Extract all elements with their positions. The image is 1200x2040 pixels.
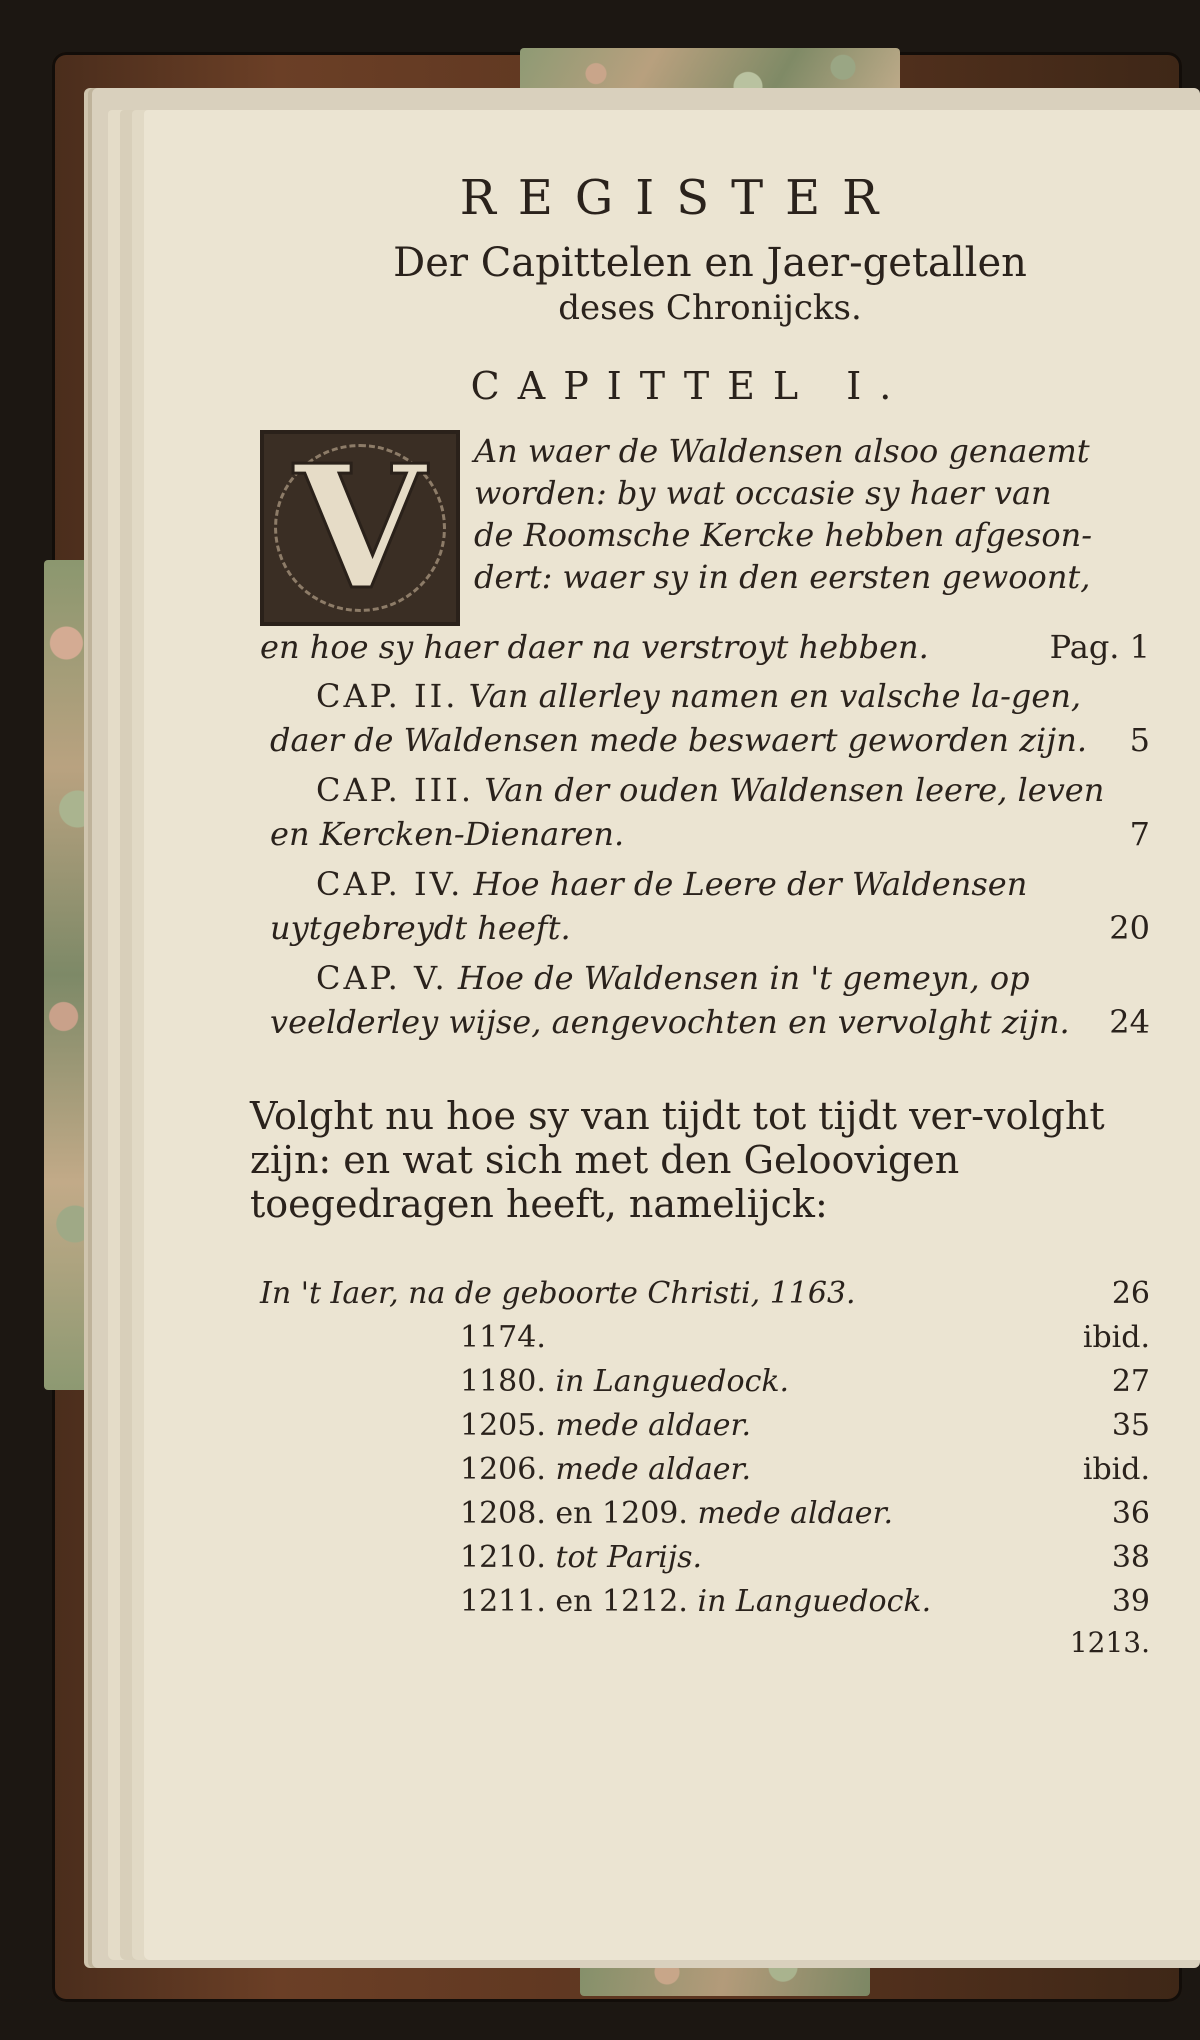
chapter-1-last-line: en hoe sy haer daer na verstroyt hebben. <box>260 628 929 666</box>
chapter-text: Hoe de Waldensen in 't gemeyn, op veelderley wijse, aengevochten en vervolght zijn. <box>270 959 1070 1041</box>
year-label <box>460 1580 931 1624</box>
year-note: tot Parijs. <box>555 1540 703 1575</box>
year-value: 1210. <box>460 1540 546 1575</box>
year-entry <box>260 1580 1150 1624</box>
year-value: 1205. <box>460 1408 546 1443</box>
year-page: ibid. <box>1082 1320 1150 1355</box>
year-label <box>460 1536 702 1580</box>
year-label <box>460 1316 546 1360</box>
chapter-1-page: Pag. 1 <box>1049 628 1150 666</box>
chapter-label: CAP. V. <box>316 959 448 997</box>
year-note: in Languedock. <box>697 1584 932 1619</box>
volght-paragraph: Volght nu hoe sy van tijdt tot tijdt ver-volght zijn: en wat sich met den Geloovigen toegedragen heeft, namelijck: <box>250 1094 1105 1226</box>
year-label <box>460 1448 751 1492</box>
chapter-page: 5 <box>1129 721 1150 759</box>
year-note: mede aldaer. <box>555 1452 752 1487</box>
year-page: 36 <box>1111 1496 1150 1531</box>
chapter-heading: CAPITTEL I. <box>470 364 910 408</box>
year-page: 39 <box>1111 1584 1150 1619</box>
year-value: 1206. <box>460 1452 546 1487</box>
chapter-1-line: de Roomsche Kercke hebben afgeson- <box>474 516 1093 554</box>
year-label <box>460 1404 751 1448</box>
chapter-page: 20 <box>1109 909 1150 947</box>
decorated-initial-v <box>260 430 460 626</box>
year-label: In 't Iaer, na de geboorte Christi, 1163. <box>260 1276 856 1311</box>
year-page: 26 <box>1111 1276 1150 1311</box>
chapter-page: 7 <box>1129 815 1150 853</box>
year-label <box>460 1492 893 1536</box>
chapter-text: Hoe haer de Leere der Waldensen uytgebreydt heeft. <box>270 865 1028 947</box>
year-entries <box>260 1272 1150 1624</box>
year-note: mede aldaer. <box>555 1408 752 1443</box>
year-value: 1211. en 1212. <box>460 1584 688 1619</box>
year-page: ibid. <box>1082 1452 1150 1487</box>
year-value: 1180. <box>460 1364 546 1399</box>
chapter-entry <box>270 956 1150 1044</box>
year-value: 1208. en 1209. <box>460 1496 688 1531</box>
page-title: REGISTER <box>459 170 901 226</box>
page-content <box>250 170 1150 1659</box>
chapter-label: CAP. IV. <box>316 865 464 903</box>
year-note: in Languedock. <box>555 1364 790 1399</box>
initial-letter: V <box>294 428 426 628</box>
year-entry <box>260 1536 1150 1580</box>
chapter-1-line <box>260 626 1150 668</box>
year-entry <box>260 1360 1150 1404</box>
chapter-label: CAP. III. <box>316 771 475 809</box>
chapter-1-line: worden: by wat occasie sy haer van <box>474 474 1052 512</box>
chapter-entry <box>270 768 1150 856</box>
year-note: mede aldaer. <box>697 1496 894 1531</box>
chapter-text: Van allerley namen en valsche la-gen, daer de Waldensen mede beswaert geworden zijn. <box>270 677 1087 759</box>
year-page: 35 <box>1111 1408 1150 1443</box>
year-entry <box>260 1404 1150 1448</box>
chapter-entry <box>270 674 1150 762</box>
year-entry <box>260 1448 1150 1492</box>
page-subtitle-2: deses Chronijcks. <box>558 288 862 328</box>
year-page: 27 <box>1111 1364 1150 1399</box>
year-entry <box>260 1316 1150 1360</box>
chapter-1-entry <box>260 430 1150 668</box>
year-entry <box>260 1272 1150 1316</box>
catchword: 1213. <box>1069 1626 1150 1659</box>
chapter-label: CAP. II. <box>316 677 459 715</box>
chapter-entry <box>270 862 1150 950</box>
chapter-1-line: An waer de Waldensen alsoo genaemt <box>474 432 1090 470</box>
year-entry <box>260 1492 1150 1536</box>
year-value: 1174. <box>460 1320 546 1355</box>
chapter-text: Van der ouden Waldensen leere, leven en Kercken-Dienaren. <box>270 771 1105 853</box>
chapter-page: 24 <box>1109 1003 1150 1041</box>
chapter-1-line: dert: waer sy in den eersten gewoont, <box>474 558 1091 596</box>
year-label <box>460 1360 789 1404</box>
page-subtitle: Der Capittelen en Jaer-getallen <box>393 240 1027 286</box>
year-page: 38 <box>1111 1540 1150 1575</box>
